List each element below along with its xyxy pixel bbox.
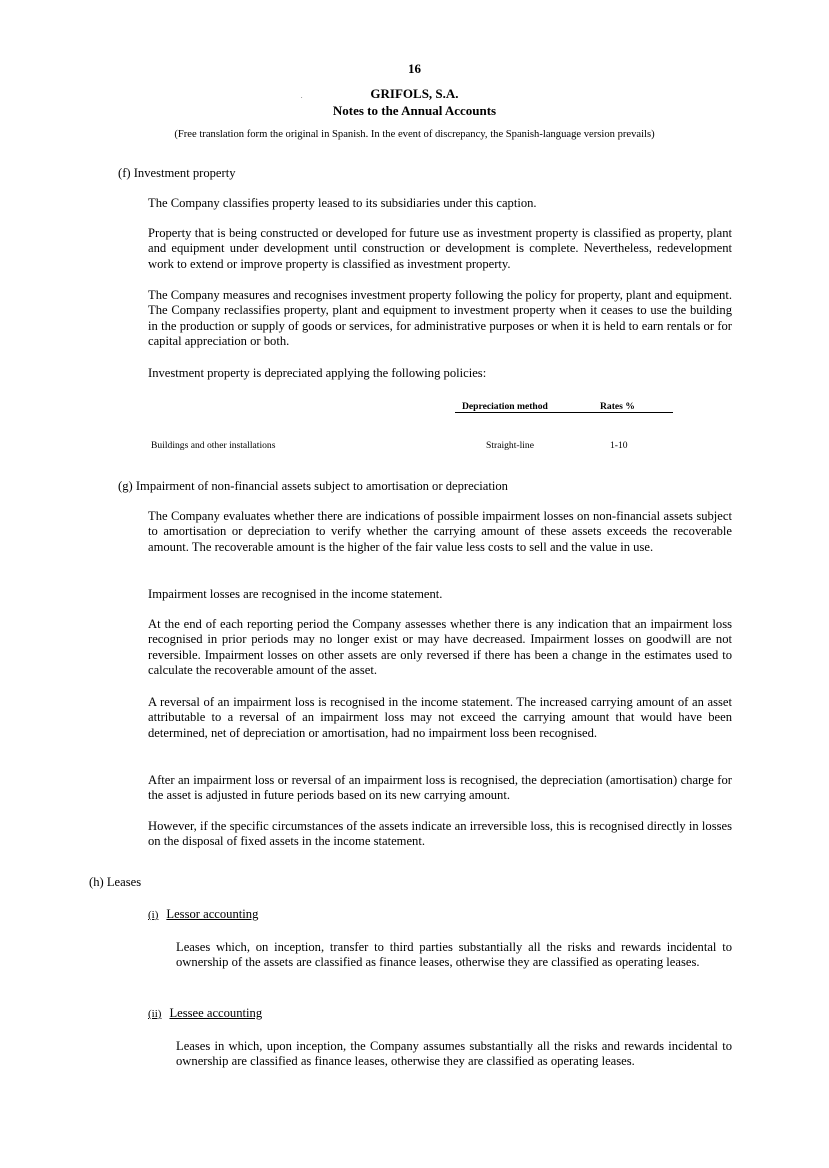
table-header-rates: Rates % bbox=[600, 401, 635, 412]
section-f-paragraph: Investment property is depreciated applying the following policies: bbox=[148, 366, 487, 380]
page-number: 16 bbox=[408, 61, 421, 76]
subsection-title: Lessee accounting bbox=[169, 1006, 263, 1020]
section-f-paragraph: The Company measures and recognises investment property following the policy for property, plant and equipment. The Company reclassifies property, plant and equipment to investment property when it ceases to use the building in the production or supply of goods or services, for administrative purposes or when it is held to earn rentals or for capital appreciation or both. bbox=[148, 288, 732, 348]
subsection-number: (ii) bbox=[148, 1008, 162, 1020]
section-g-paragraph: The Company evaluates whether there are indications of possible impairment losses on non-financial assets subject to amortisation or depreciation to verify whether the carrying amount of these assets exceeds the recoverable amount. The recoverable amount is the higher of the fair value less costs to sell and the value in use. bbox=[148, 509, 732, 554]
subsection-lessee-text: Leases in which, upon inception, the Company assumes substantially all the risks and rewards incidental to ownership are classified as finance leases, otherwise they are classified as operating leases. bbox=[176, 1039, 732, 1069]
section-g-paragraph: Impairment losses are recognised in the income statement. bbox=[148, 587, 443, 601]
document-title: Notes to the Annual Accounts bbox=[332, 103, 497, 118]
subsection-lessor-text: Leases which, on inception, transfer to third parties substantially all the risks and rewards incidental to ownership of the assets are classified as finance leases, otherwise they are classified as operating leases. bbox=[176, 940, 732, 970]
subsection-lessor-heading bbox=[148, 907, 258, 923]
table-header-method: Depreciation method bbox=[462, 401, 548, 412]
table-row-label: Buildings and other installations bbox=[151, 440, 276, 451]
section-g-paragraph: At the end of each reporting period the Company assesses whether there is any indication that an impairment loss recognised in prior periods may no longer exist or may have decreased. Impairment losses on goodwill are not reversible. Impairment losses on other assets are only reversed if there has been a change in the estimates used to calculate the recoverable amount of the asset. bbox=[148, 617, 732, 677]
section-h-heading: (h) Leases bbox=[89, 875, 142, 889]
section-f-paragraph: The Company classifies property leased to its subsidiaries under this caption. bbox=[148, 196, 537, 210]
translation-note: (Free translation form the original in Spanish. In the event of discrepancy, the Spanish-language version prevails) bbox=[174, 129, 655, 140]
section-g-paragraph: However, if the specific circumstances of the assets indicate an irreversible loss, this is recognised directly in losses on the disposal of fixed assets in the income statement. bbox=[148, 819, 732, 849]
section-f-paragraph: Property that is being constructed or developed for future use as investment property is classified as property, plant and equipment under development until construction or development is complete. Nevertheless, redevelopment work to extend or improve property is classified as investment property. bbox=[148, 226, 732, 271]
company-name: GRIFOLS, S.A. bbox=[370, 86, 459, 101]
section-f-heading: (f) Investment property bbox=[118, 166, 236, 180]
table-row-rate: 1-10 bbox=[610, 440, 628, 451]
section-g-paragraph: After an impairment loss or reversal of an impairment loss is recognised, the depreciation (amortisation) charge for the asset is adjusted in future periods based on its new carrying amount. bbox=[148, 773, 732, 803]
subsection-lessee-heading bbox=[148, 1006, 262, 1022]
table-header-rule bbox=[455, 412, 673, 413]
table-row-method: Straight-line bbox=[486, 440, 534, 451]
stray-mark: . bbox=[301, 94, 303, 100]
section-g-paragraph: A reversal of an impairment loss is recognised in the income statement. The increased carrying amount of an asset attributable to a reversal of an impairment loss may not exceed the carrying amount that would have been determined, net of depreciation or amortisation, had no impairment loss been recognised. bbox=[148, 695, 732, 740]
subsection-title: Lessor accounting bbox=[166, 907, 259, 921]
subsection-number: (i) bbox=[148, 909, 159, 921]
section-g-heading: (g) Impairment of non-financial assets subject to amortisation or depreciation bbox=[118, 479, 508, 493]
